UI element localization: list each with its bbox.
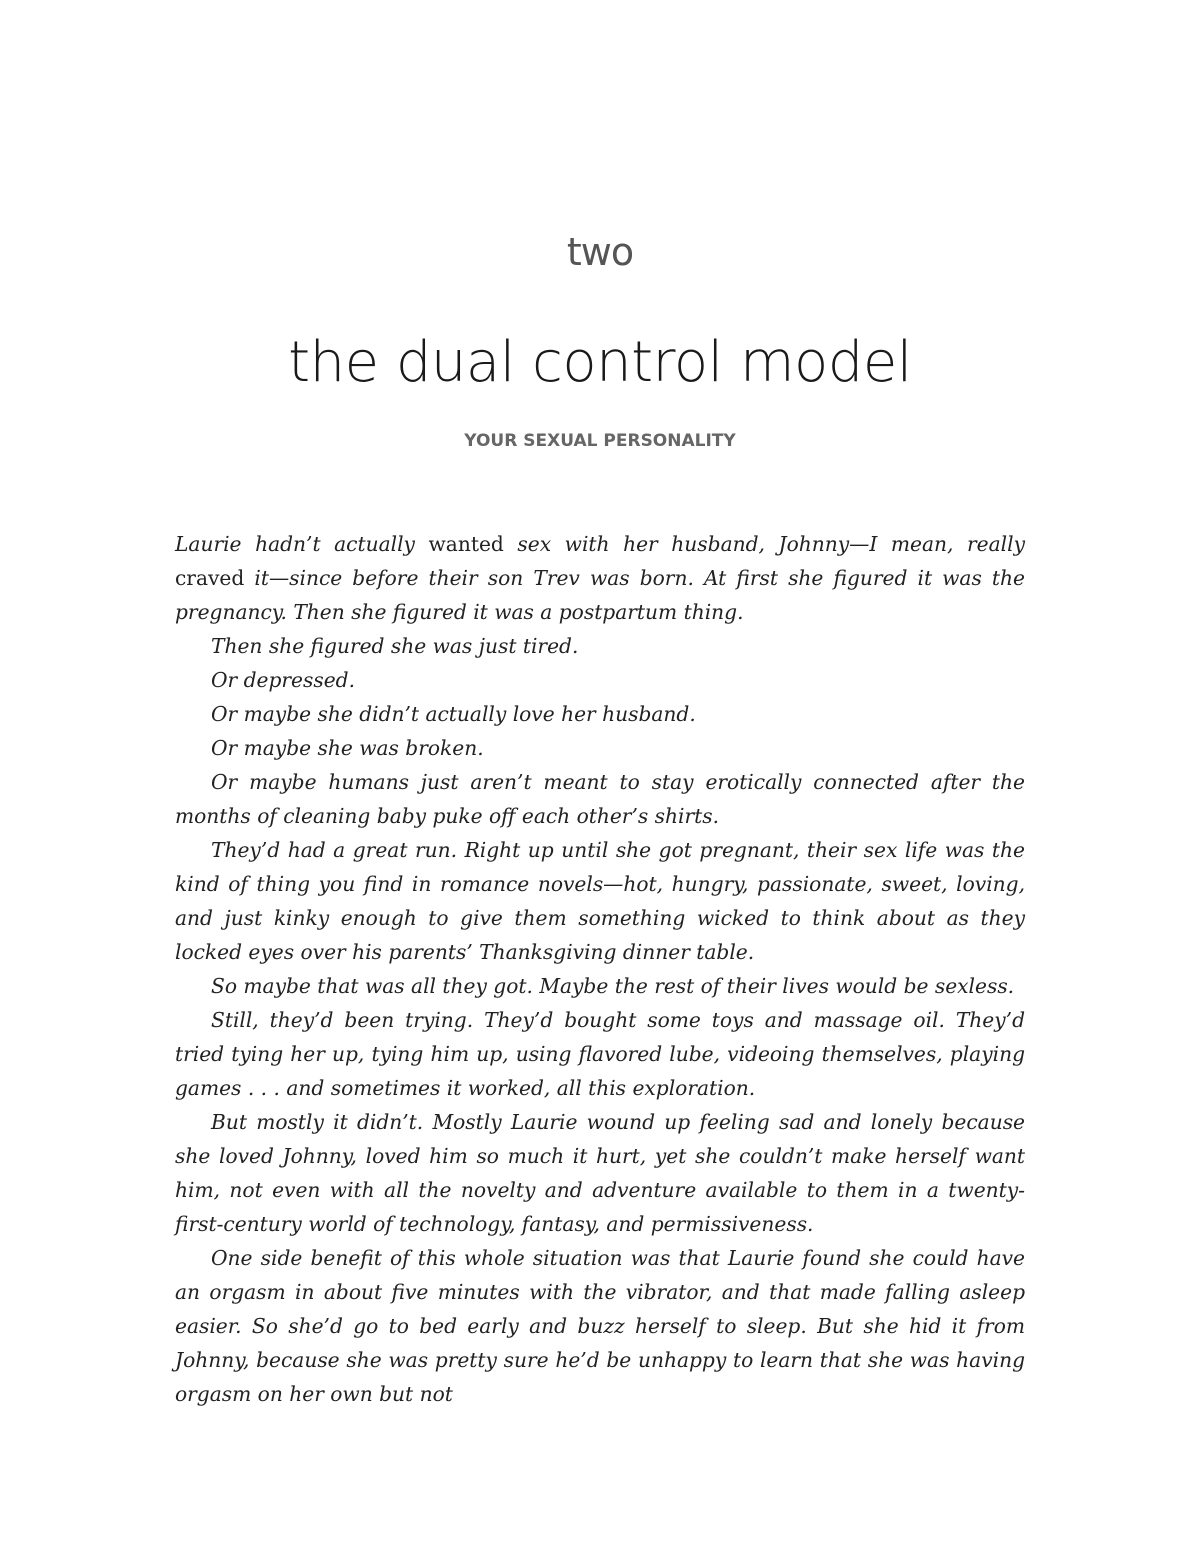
chapter-subtitle: YOUR SEXUAL PERSONALITY [464,431,736,451]
paragraph-11: One side benefit of this whole situation was that Laurie found she could have an orgasm in about five minutes with the vibrator, and that made falling asleep easier. So she’d go to bed early and buzz herself to sleep. But she hid it from Johnny, because she was pretty sure he’d be unhappy to learn that she was having orgasm on her own but not [175,1246,1025,1406]
paragraph-10: But mostly it didn’t. Mostly Laurie wound up feeling sad and lonely because she loved Johnny, loved him so much it hurt, yet she couldn’t make herself want him, not even with all the novelty and adventure available to them in a twenty-first-century world of technology, fantasy, and permissiveness. [175,1110,1025,1236]
chapter-title: the dual control model [288,330,912,395]
chapter-number: two [566,230,634,274]
paragraph-1 [175,527,1025,629]
emphasis-craved: craved [175,566,245,590]
paragraph-2: Then she figured she was just tired. [211,634,579,658]
paragraph-9: Still, they’d been trying. They’d bought some toys and massage oil. They’d tried tying her up, tying him up, using flavored lube, videoing themselves, playing games . . . and sometimes it worked, all this exploration. [175,1008,1025,1100]
paragraph-8: So maybe that was all they got. Maybe the rest of their lives would be sexless. [211,974,1015,998]
paragraph-7: They’d had a great run. Right up until she got pregnant, their sex life was the kind of thing you find in romance novels—hot, hungry, passionate, sweet, loving, and just kinky enough to give them something wicked to think about as they locked eyes over his parents’ Thanksgiving dinner table. [175,838,1025,964]
paragraph-1-part-3: sex with her husband, Johnny—I mean, really [503,532,1025,556]
paragraph-4: Or maybe she didn’t actually love her husband. [211,702,696,726]
paragraph-1-part-1: Laurie hadn’t actually [175,532,429,556]
paragraph-3: Or depressed. [211,668,356,692]
paragraph-5: Or maybe she was broken. [211,736,484,760]
emphasis-wanted: wanted [428,532,504,556]
paragraph-1-part-5: it—since before their son Trev was born. At first she figured it was the pregnancy. Then she figured it was a postpartum thing. [175,566,1025,624]
paragraph-6: Or maybe humans just aren’t meant to stay erotically connected after the months of cleaning baby puke off each other’s shirts. [175,770,1025,828]
body-text [175,527,1025,1411]
